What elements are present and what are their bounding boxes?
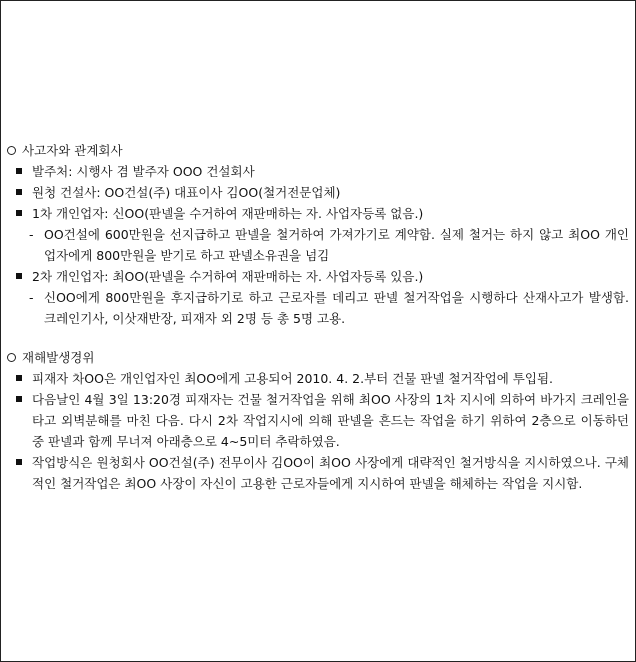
list-item: 2차 개인업자: 최OO(판넬을 수거하여 재판매하는 자. 사업자등록 있음.) bbox=[7, 266, 629, 287]
section-title: 재해발생경위 bbox=[22, 350, 95, 365]
sub-list-item: - OO건설에 600만원을 선지급하고 판넬을 철거하여 가져가기로 계약함. 실제 철거는 하지 않고 최OO 개인업자에게 800만원을 받기로 하고 판넬소유권을 넘김 bbox=[7, 224, 629, 266]
section-heading bbox=[7, 347, 629, 368]
list-item: 피재자 차OO은 개인업자인 최OO에게 고용되어 2010. 4. 2.부터 건물 판넬 철거작업에 투입됨. bbox=[7, 368, 629, 389]
section-parties bbox=[7, 140, 629, 329]
dash-mark: - bbox=[29, 227, 34, 242]
list-item: 다음날인 4월 3일 13:20경 피재자는 건물 철거작업을 위해 최OO 사장의 1차 지시에 의하여 바가지 크레인을 타고 외벽분해를 마친 다음. 다시 2차 작업지시에 의해 판넬을 흔드는 작업을 하기 위하여 2층으로 이동하던 중 판넬과 함께 무너져 아래층으로 4~5미터 추락하였음. bbox=[7, 389, 629, 452]
circle-bullet-icon bbox=[7, 146, 16, 155]
list-item: 작업방식은 원청회사 OO건설(주) 전무이사 김OO이 최OO 사장에게 대략적인 철거방식을 지시하였으나. 구체적인 철거작업은 최OO 사장이 자신이 고용한 근로자들에게 지시하여 판넬을 해체하는 작업을 지시함. bbox=[7, 452, 629, 494]
list-item: 1차 개인업자: 신OO(판넬을 수거하여 재판매하는 자. 사업자등록 없음.) bbox=[7, 203, 629, 224]
section-title: 사고자와 관계회사 bbox=[22, 143, 123, 158]
section-accident bbox=[7, 347, 629, 494]
circle-bullet-icon bbox=[7, 353, 16, 362]
sub-list-item: - 신OO에게 800만원을 후지급하기로 하고 근로자를 데리고 판넬 철거작업을 시행하다 산재사고가 발생함. 크레인기사, 이삿재반장, 피재자 외 2명 등 총 5명 고용. bbox=[7, 287, 629, 329]
section-heading bbox=[7, 140, 629, 161]
document-body bbox=[7, 140, 629, 512]
dash-mark: - bbox=[29, 290, 34, 305]
list-item: 원청 건설사: OO건설(주) 대표이사 김OO(철거전문업체) bbox=[7, 182, 629, 203]
list-item: 발주처: 시행사 겸 발주자 OOO 건설회사 bbox=[7, 161, 629, 182]
